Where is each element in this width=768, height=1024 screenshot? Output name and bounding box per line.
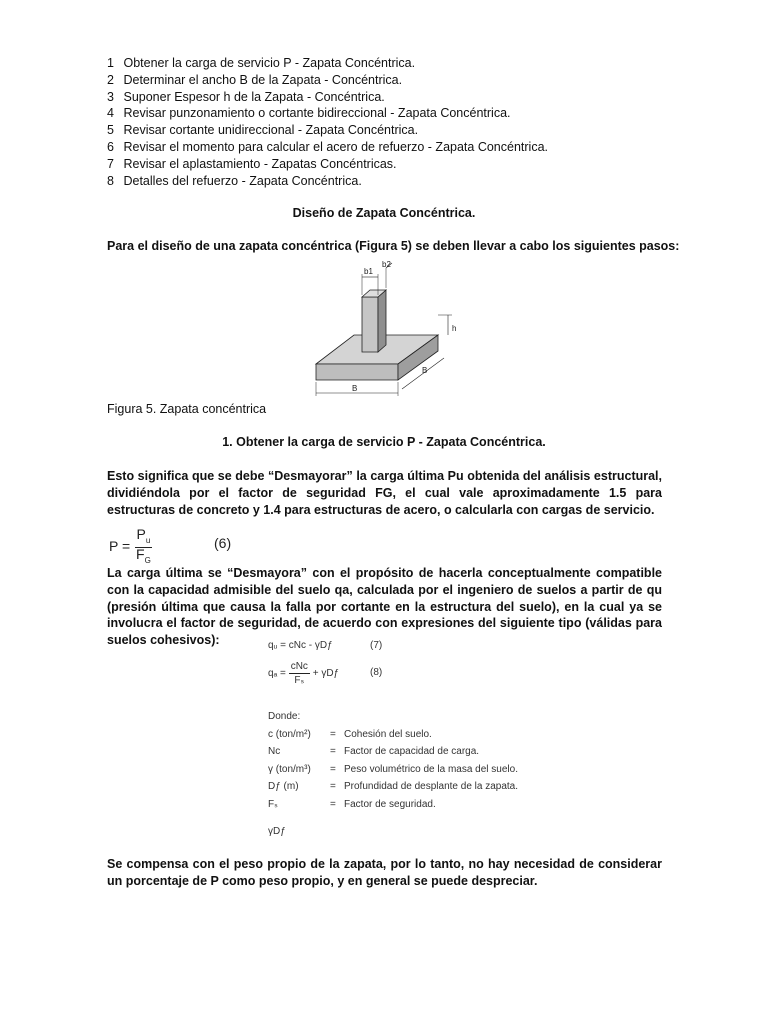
legend-heading: Donde:	[268, 711, 301, 722]
equation-6	[109, 528, 153, 567]
step-text: Determinar el ancho B de la Zapata - Concéntrica.	[123, 72, 403, 87]
step-number: 3	[107, 89, 114, 104]
eq6-tag: (6)	[214, 535, 232, 551]
step-text: Revisar cortante unidireccional - Zapata Concéntrica.	[123, 123, 419, 138]
slab-front-face	[316, 364, 398, 380]
step-text: Revisar punzonamiento o cortante bidireccional - Zapata Concéntrica.	[123, 106, 511, 121]
step-text: Suponer Espesor h de la Zapata - Concéntrica.	[123, 89, 385, 104]
section1-title: 1. Obtener la carga de servicio P - Zapata Concéntrica.	[222, 435, 546, 449]
step-item	[107, 173, 548, 190]
step-text: Obtener la carga de servicio P - Zapata Concéntrica.	[123, 56, 416, 70]
paragraph-1: Esto significa que se debe “Desmayorar” la carga última Pu obtenida del análisis estructural, dividiéndola por el factor de seguridad FG, el cual vale aproximadamente 1.5 para estructuras de concreto y 1.4 para estructuras de acero, o calcularla con cargas de servicio.	[107, 469, 662, 517]
label-b2: b2	[382, 260, 391, 269]
step-number: 7	[107, 156, 114, 171]
step-number: 1	[107, 56, 114, 70]
variable-legend	[268, 708, 518, 813]
eq6-fraction	[134, 528, 153, 567]
figure-caption: Figura 5. Zapata concéntrica	[107, 402, 267, 416]
gamma-df: γDƒ	[268, 826, 286, 837]
step-item	[107, 139, 548, 156]
legend-value: Profundidad de desplante de la zapata.	[344, 781, 519, 792]
eq8-lhs: qₐ =	[268, 668, 286, 680]
legend-row: Fₛ = Factor de seguridad.	[268, 796, 518, 814]
legend-row: c (ton/m²) = Cohesión del suelo.	[268, 726, 518, 744]
intro-text: Para el diseño de una zapata concéntrica (Figura 5) se deben llevar a cabo los siguientes pasos:	[107, 239, 680, 253]
eq6-num-base: P	[136, 526, 146, 542]
label-h: h	[452, 324, 457, 333]
steps-list	[107, 55, 548, 189]
label-b1: b1	[364, 267, 373, 276]
step-number: 2	[107, 72, 114, 87]
eq8-rhs: + γDƒ	[312, 668, 340, 680]
legend-value: Factor de capacidad de carga.	[344, 746, 480, 757]
footing-figure	[300, 255, 480, 405]
legend-key: Nᴄ	[268, 746, 281, 757]
step-item	[107, 156, 548, 173]
legend-key: γ (ton/m³)	[268, 763, 311, 775]
step-text: Detalles del refuerzo - Zapata Concéntrica.	[123, 173, 362, 188]
paragraph-2: La carga última se “Desmayora” con el propósito de hacerla conceptualmente compatible con la capacidad admisible del suelo qa, calculada por el ingeniero de suelos a partir de qu (presión última que causa la falla por cortante en la estructura del suelo), en la cual ya se involucra el factor de seguridad, de acuerdo con expresiones del siguiente tipo (válidas para suelos cohesivos):	[107, 566, 662, 648]
eq6-den-base: F	[136, 545, 145, 562]
legend-value: Factor de seguridad.	[344, 798, 436, 810]
legend-row: Dƒ (m) = Profundidad de desplante de la zapata.	[268, 778, 518, 796]
eq8-tag: (8)	[370, 667, 383, 678]
eq8-numerator: cNᴄ	[290, 661, 308, 672]
eq6-num-sub: u	[145, 535, 151, 545]
step-item	[107, 72, 548, 89]
step-item	[107, 55, 548, 72]
eq7-tag: (7)	[370, 640, 383, 651]
legend-row: γ (ton/m³) = Peso volumétrico de la masa del suelo.	[268, 761, 518, 779]
equation-7: qᵤ = cNᴄ - γDƒ	[268, 640, 333, 651]
label-B-front: B	[352, 384, 358, 393]
step-text: Revisar el aplastamiento - Zapatas Concéntricas.	[123, 156, 397, 171]
label-B-side: B	[422, 366, 428, 375]
paragraph-3: Se compensa con el peso propio de la zapata, por lo tanto, no hay necesidad de considerar un porcentaje de P como peso propio, y en general se puede despreciar.	[107, 857, 662, 888]
equation-8	[268, 660, 339, 687]
step-item	[107, 89, 548, 106]
design-title: Diseño de Zapata Concéntrica.	[292, 206, 476, 220]
column-front-face	[362, 297, 378, 352]
step-text: Revisar el momento para calcular el acero de refuerzo - Zapata Concéntrica.	[123, 139, 548, 154]
legend-key: c (ton/m²)	[268, 728, 311, 740]
eq8-fraction	[289, 660, 310, 687]
eq8-denominator: Fₛ	[294, 675, 305, 686]
step-number: 8	[107, 173, 114, 188]
step-number: 5	[107, 123, 114, 138]
step-number: 6	[107, 139, 114, 154]
eq6-lhs: P =	[109, 538, 131, 554]
eq6-denominator	[134, 545, 153, 567]
step-number: 4	[107, 106, 114, 121]
legend-key: Fₛ	[268, 798, 278, 810]
eq6-den-sub: G	[144, 555, 151, 565]
legend-row: Nᴄ = Factor de capacidad de carga.	[268, 743, 518, 761]
legend-value: Cohesión del suelo.	[344, 728, 432, 740]
legend-value: Peso volumétrico de la masa del suelo.	[344, 763, 518, 775]
column-side-face	[378, 290, 386, 352]
legend-key: Dƒ (m)	[268, 781, 299, 792]
step-item	[107, 122, 548, 139]
step-item	[107, 105, 548, 122]
